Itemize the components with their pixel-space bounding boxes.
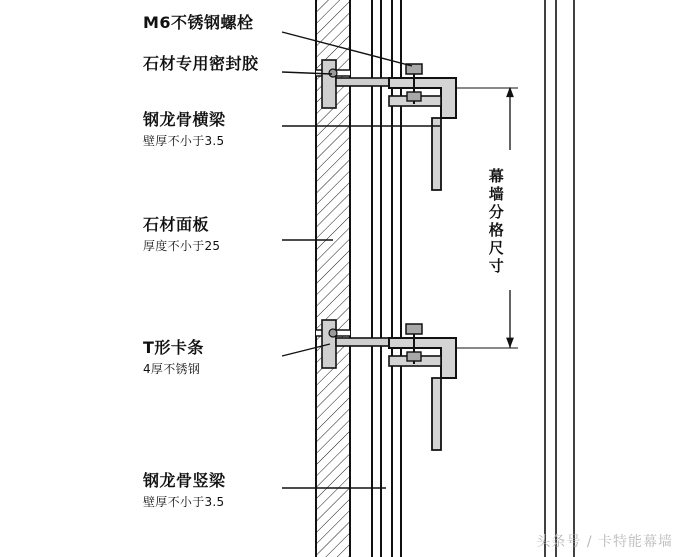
label-stone-panel-text: 石材面板 (143, 215, 210, 234)
label-stone-panel-note: 厚度不小于25 (143, 238, 221, 253)
label-steel-beam-text: 钢龙骨横梁 (143, 110, 226, 129)
label-steel-post-text: 钢龙骨竖梁 (143, 471, 226, 490)
wall-lines-graphic (545, 0, 574, 557)
steel-beam-lower (389, 338, 456, 450)
label-bolt-text: M6不锈钢螺栓 (143, 13, 254, 32)
t-clip-upper (322, 60, 396, 108)
t-clip-lower (322, 320, 396, 368)
label-t-clip-note: 4厚不锈钢 (143, 361, 201, 376)
dimension-label-curtain-wall-grid: 幕墙分格尺寸 (486, 168, 505, 276)
label-t-clip-text: T形卡条 (143, 338, 204, 357)
label-steel-beam-note: 壁厚不小于3.5 (143, 133, 225, 148)
watermark-text: 头条号 / 卡特能幕墙 (536, 534, 673, 550)
label-sealant (143, 55, 259, 73)
label-steel-post-note: 壁厚不小于3.5 (143, 494, 225, 509)
label-steel-beam (143, 111, 226, 148)
steel-beam-upper (389, 78, 456, 190)
label-sealant-text: 石材专用密封胶 (143, 54, 259, 73)
label-stone-panel (143, 216, 220, 253)
label-bolt (143, 14, 254, 32)
label-t-clip (143, 339, 204, 376)
label-steel-post (143, 472, 226, 509)
